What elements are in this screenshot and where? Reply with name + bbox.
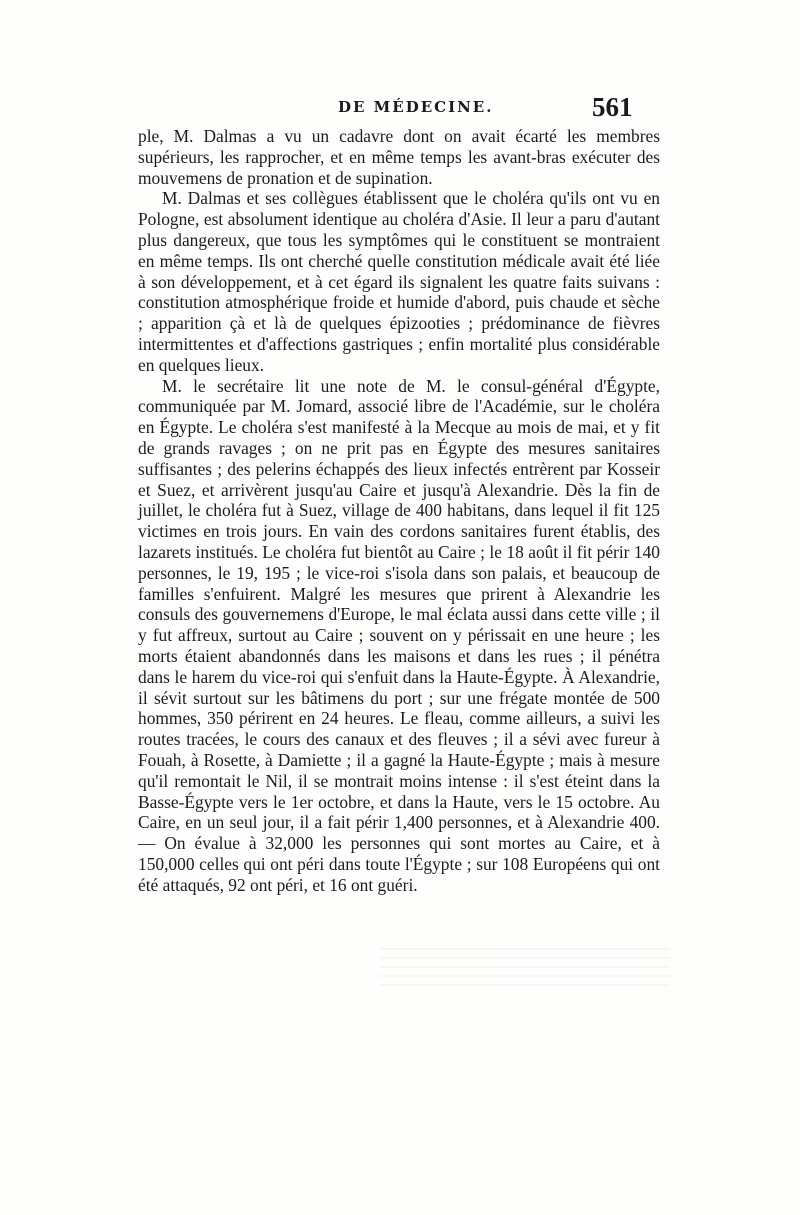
paragraph-egypt-note: M. le secrétaire lit une note de M. le consul-général d'Égypte, communiquée par M. Jomard, associé libre de l'Académie, sur le choléra en Égypte. Le choléra s'est manifesté à la Mecque au mois de mai, et y fit de grands ravages ; on ne prit pas en Égypte des mesures sanitaires suffisantes ; des pelerins échappés des lieux infectés entrèrent par Kosseir et Suez, et arrivèrent jusqu'au Caire et jusqu'à Alexandrie. Dès la fin de juillet, le choléra fut à Suez, village de 400 habitans, dans lequel il fit 125 victimes en trois jours. En vain des cordons sanitaires furent établis, des lazarets institués. Le choléra fut bientôt au Caire ; le 18 août il fit périr 140 personnes, le 19, 195 ; le vice-roi s'isola dans son palais, et beaucoup de familles s'enfuirent. Malgré les mesures que prirent à Alexandrie les consuls des gouvernemens d'Europe, le mal éclata aussi dans cette ville ; il y fut affreux, surtout au Caire ; souvent on y périssait en une heure ; les morts étaient abandonnés dans les maisons et dans les rues ; il pénétra dans le harem du vice-roi qui s'enfuit dans la Haute-Égypte. À Alexandrie, il sévit surtout sur les bâtimens du port ; sur une frégate montée de 500 hommes, 350 périrent en 24 heures. Le fleau, comme ailleurs, a suivi les routes tracées, le cours des canaux et des fleuves ; il a sévi avec fureur à Fouah, à Rosette, à Damiette ; il a gagné la Haute-Égypte ; mais à mesure qu'il remontait le Nil, il se montrait moins intense : il s'est éteint dans la Basse-Égypte vers le 1er octobre, et dans la Haute, vers le 15 octobre. Au Caire, en un seul jour, il a fait périr 1,400 personnes, et à Alexandrie 400. — On évalue à 32,000 les personnes qui sont mortes au Caire, et à 150,000 celles qui ont péri dans toute l'Égypte ; sur 108 Européens qui ont été attaqués, 92 ont péri, et 16 ont guéri.: [138, 375, 660, 895]
show-through-texture: [380, 946, 670, 986]
paragraph-continuation: ple, M. Dalmas a vu un cadavre dont on avait écarté les membres supérieurs, les rapprocher, et en même temps les avant-bras exécuter des mouvemens de pronation et de supination.: [138, 126, 660, 188]
running-head: [0, 92, 800, 122]
paragraph-dalmas: M. Dalmas et ses collègues établissent que le choléra qu'ils ont vu en Pologne, est absolument identique au choléra d'Asie. Il leur a paru d'autant plus dangereux, que tous les symptômes qui le constituent se montraient en même temps. Ils ont cherché quelle constitution médicale avait été liée à son développement, et à cet égard ils signalent les quatre faits suivans : constitution atmosphérique froide et humide d'abord, puis chaude et sèche ; apparition çà et là de quelques épizooties ; prédominance de fièvres intermittentes et d'affections gastriques ; enfin mortalité plus considérable en quelques lieux.: [138, 188, 660, 375]
running-title: DE MÉDECINE.: [338, 98, 494, 116]
body-text: [138, 126, 660, 895]
page-number: 561: [592, 92, 633, 122]
